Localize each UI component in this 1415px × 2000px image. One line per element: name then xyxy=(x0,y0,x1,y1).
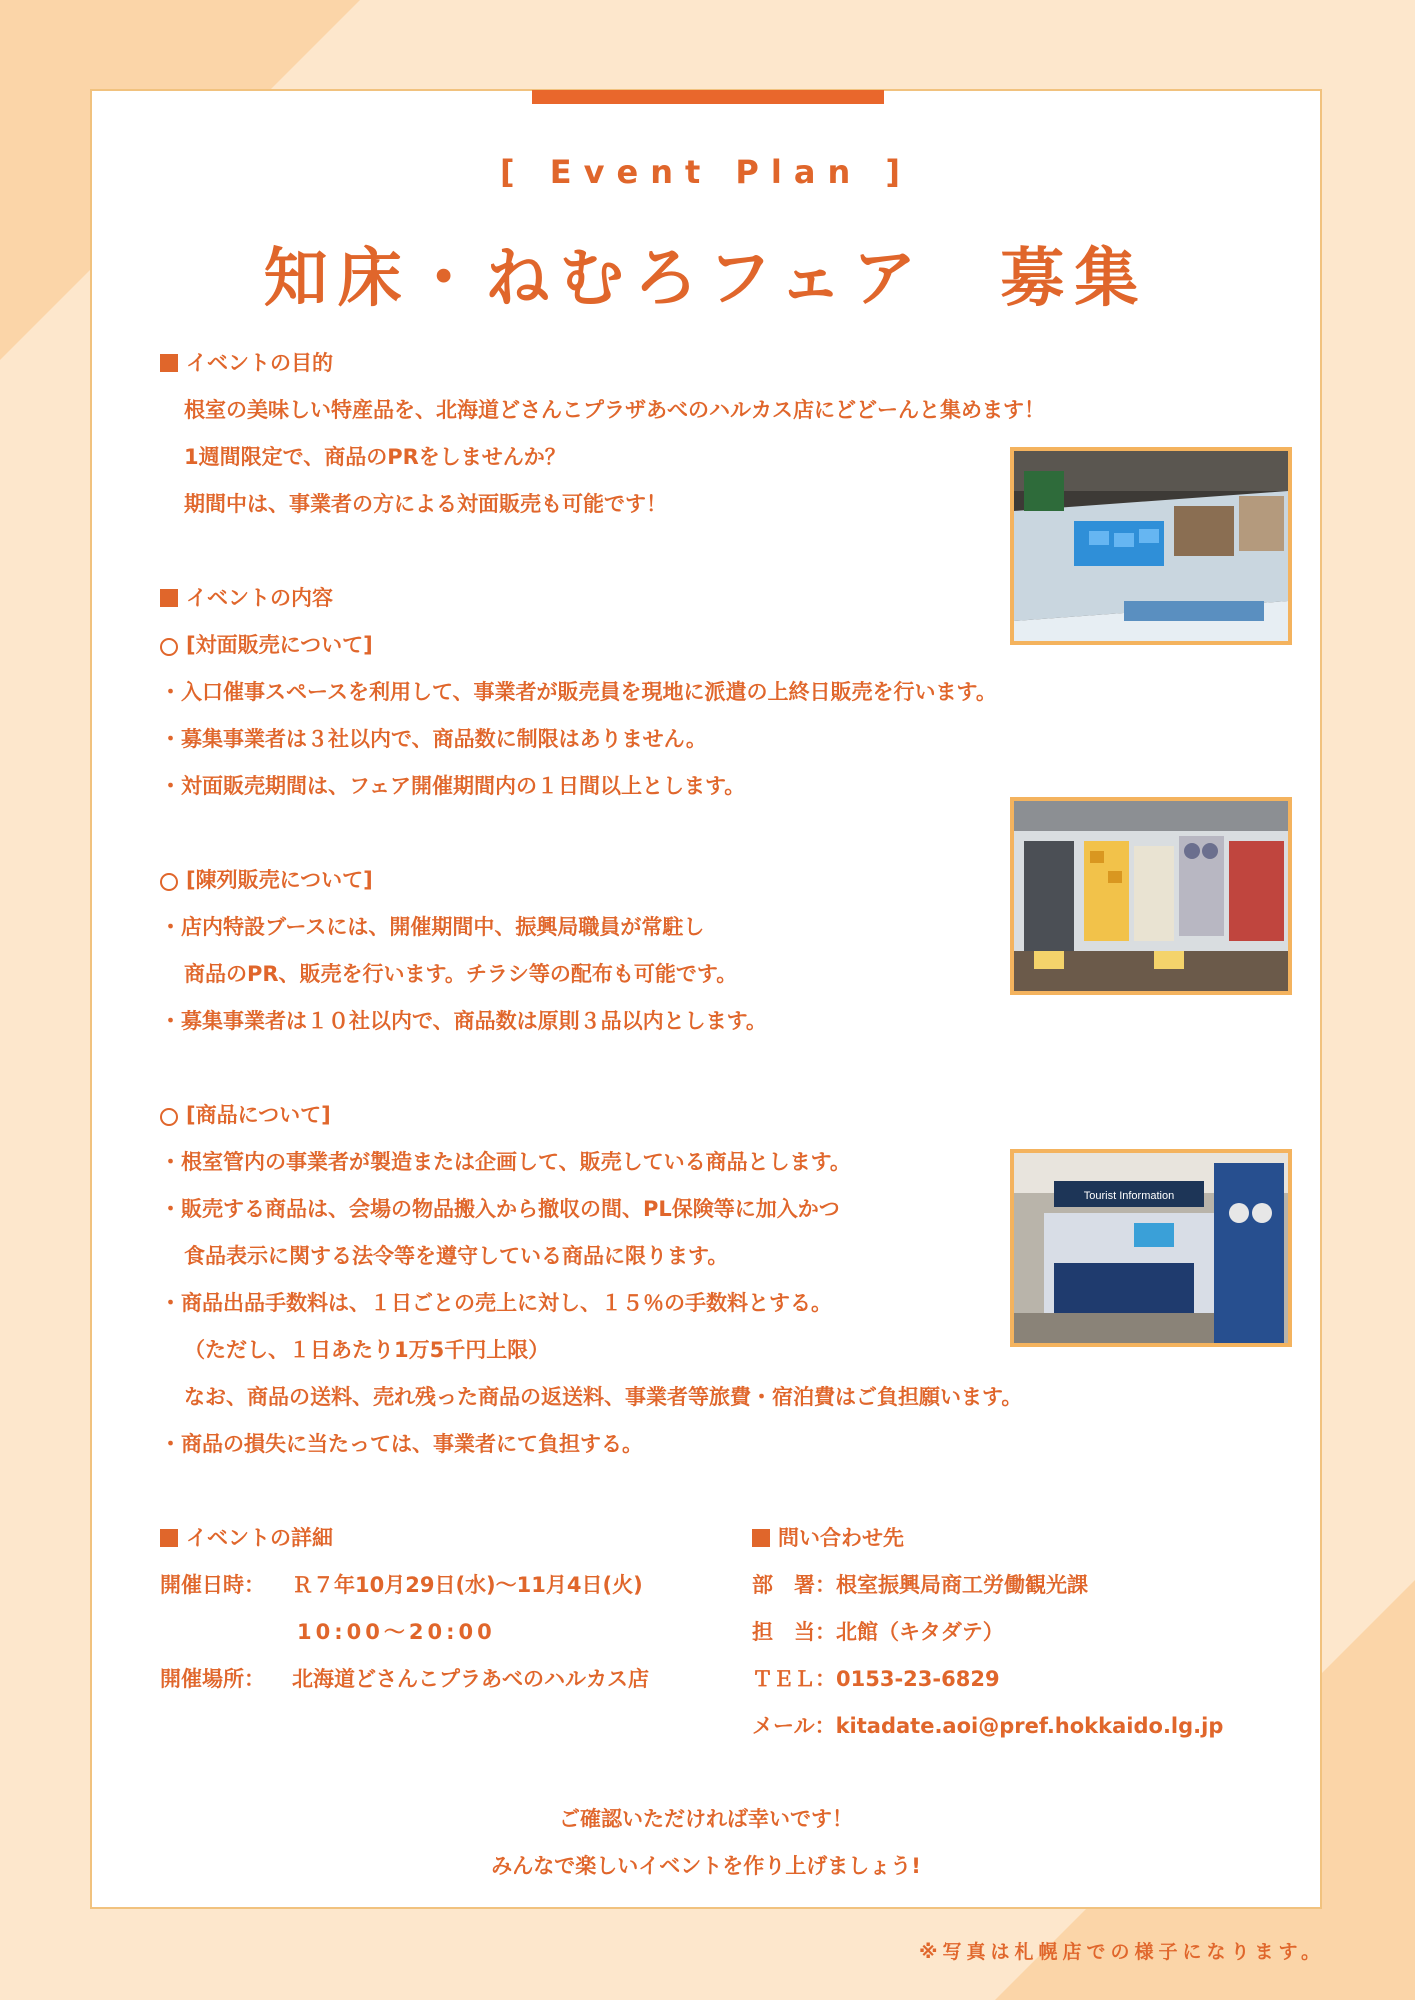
photo-refrigerated-showcase xyxy=(1010,447,1292,645)
purpose-line: 1週間限定で、商品のPRをしませんか？ xyxy=(184,445,566,469)
products-line: ・商品の損失に当たっては、事業者にて負担する。 xyxy=(160,1432,643,1456)
event-place-label: 開催場所： xyxy=(160,1667,265,1691)
purpose-line: 根室の美味しい特産品を、北海道どさんこプラザあべのハルカス店にどどーんと集めます！ xyxy=(184,398,1045,422)
closing-line-1: ご確認いただければ幸いです！ xyxy=(559,1807,853,1831)
face-to-face-heading: [対面販売について] xyxy=(160,633,373,658)
display-line: 商品のPR、販売を行います。チラシ等の配布も可能です。 xyxy=(184,962,738,986)
contact-person: 担 当：北館（キタダテ） xyxy=(752,1620,1004,1644)
contact-tel: ＴＥＬ：0153-23-6829 xyxy=(752,1667,1000,1691)
flyer-panel xyxy=(90,89,1322,1909)
face-to-face-line: ・対面販売期間は、フェア開催期間内の１日間以上とします。 xyxy=(160,774,746,798)
products-line: ・商品出品手数料は、１日ごとの売上に対し、１５％の手数料とする。 xyxy=(160,1291,832,1315)
content-heading: イベントの内容 xyxy=(160,586,333,611)
contact-email[interactable]: メール：kitadate.aoi@pref.hokkaido.lg.jp xyxy=(752,1714,1224,1738)
display-photo-illustration xyxy=(1014,801,1288,991)
circle-bullet-icon xyxy=(160,638,178,656)
top-accent-bar xyxy=(532,90,884,104)
circle-bullet-icon xyxy=(160,1108,178,1126)
products-line: （ただし、１日あたり1万5千円上限） xyxy=(184,1338,550,1362)
event-time-value: 10:00～20:00 xyxy=(297,1620,496,1644)
details-heading: イベントの詳細 xyxy=(160,1526,333,1551)
face-to-face-line: ・募集事業者は３社以内で、商品数に制限はありません。 xyxy=(160,727,707,751)
display-line: ・店内特設ブースには、開催期間中、振興局職員が常駐し xyxy=(160,915,705,939)
circle-bullet-icon xyxy=(160,873,178,891)
contact-heading: 問い合わせ先 xyxy=(752,1526,904,1551)
square-bullet-icon xyxy=(752,1529,770,1547)
products-line: 食品表示に関する法令等を遵守している商品に限ります。 xyxy=(184,1244,729,1268)
event-plan-subtitle: [ Event Plan ] xyxy=(500,153,912,191)
closing-line-2: みんなで楽しいイベントを作り上げましょう! xyxy=(491,1854,921,1878)
page-title: 知床・ねむろフェア 募集 xyxy=(263,242,1149,316)
products-line: なお、商品の送料、売れ残った商品の返送料、事業者等旅費・宿泊費はご負担願います。 xyxy=(184,1385,1023,1409)
photo-tourist-information xyxy=(1010,1149,1292,1347)
photo-product-display xyxy=(1010,797,1292,995)
booth-photo-illustration xyxy=(1014,1153,1288,1343)
square-bullet-icon xyxy=(160,589,178,607)
showcase-photo-illustration xyxy=(1014,451,1288,641)
products-heading: [商品について] xyxy=(160,1103,331,1128)
purpose-line: 期間中は、事業者の方による対面販売も可能です！ xyxy=(184,492,667,516)
event-place-value: 北海道どさんこプラあべのハルカス店 xyxy=(292,1667,649,1691)
event-date-value: Ｒ７年10月29日(水)～11月4日(火) xyxy=(292,1573,643,1597)
square-bullet-icon xyxy=(160,354,178,372)
products-line: ・根室管内の事業者が製造または企画して、販売している商品とします。 xyxy=(160,1150,851,1174)
tourist-information-sign: Tourist Information xyxy=(1083,1190,1175,1202)
display-line: ・募集事業者は１０社以内で、商品数は原則３品以内とします。 xyxy=(160,1009,767,1033)
display-heading: [陳列販売について] xyxy=(160,868,373,893)
event-date-label: 開催日時： xyxy=(160,1573,265,1597)
products-line: ・販売する商品は、会場の物品搬入から撤収の間、PL保険等に加入かつ xyxy=(160,1197,840,1221)
square-bullet-icon xyxy=(160,1529,178,1547)
photo-footnote: ※写真は札幌店での様子になります。 xyxy=(919,1941,1325,1963)
contact-department: 部 署：根室振興局商工労働観光課 xyxy=(752,1573,1088,1597)
face-to-face-line: ・入口催事スペースを利用して、事業者が販売員を現地に派遣の上終日販売を行います。 xyxy=(160,680,997,704)
purpose-heading: イベントの目的 xyxy=(160,351,333,376)
